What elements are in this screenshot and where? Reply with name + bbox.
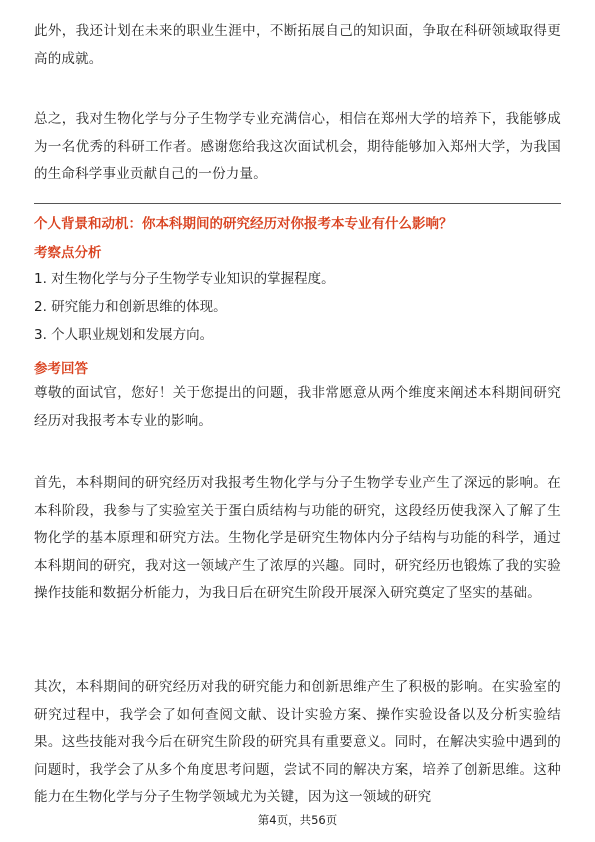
section-divider: [34, 203, 561, 204]
analysis-item-2: 2. 研究能力和创新思维的体现。: [34, 299, 227, 315]
analysis-heading: 考察点分析: [34, 245, 102, 261]
question-title: 个人背景和动机：你本科期间的研究经历对你报考本专业有什么影响？: [34, 216, 453, 232]
paragraph-conclusion: 总之，我对生物化学与分子生物学专业充满信心，相信在郑州大学的培养下，我能够成为一名优秀的科研工作者。感谢您给我这次面试机会，期待能够加入郑州大学，为我国的生命科学事业贡献自己的一份力量。: [34, 111, 561, 182]
page-number-footer: 第4页，共56页: [257, 813, 338, 827]
analysis-item-1: 1. 对生物化学与分子生物学专业知识的掌握程度。: [34, 271, 335, 287]
answer-paragraph-intro: 尊敬的面试官，您好！关于您提出的问题，我非常愿意从两个维度来阐述本科期间研究经历对我报考本专业的影响。: [34, 385, 561, 429]
analysis-item-3: 3. 个人职业规划和发展方向。: [34, 327, 214, 343]
answer-paragraph-second: 其次，本科期间的研究经历对我的研究能力和创新思维产生了积极的影响。在实验室的研究过程中，我学会了如何查阅文献、设计实验方案、操作实验设备以及分析实验结果。这些技能对我今后在研究生阶段的研究具有重要意义。同时，在解决实验中遇到的问题时，我学会了从多个角度思考问题，尝试不同的解决方案，培养了创新思维。这种能力在生物化学与分子生物学领域尤为关键，因为这一领域的研究: [34, 679, 561, 805]
answer-heading: 参考回答: [34, 361, 88, 377]
answer-paragraph-first: 首先，本科期间的研究经历对我报考生物化学与分子生物学专业产生了深远的影响。在本科阶段，我参与了实验室关于蛋白质结构与功能的研究，这段经历使我深入了解了生物化学的基本原理和研究方法。生物化学是研究生物体内分子结构与功能的科学，通过本科期间的研究，我对这一领域产生了浓厚的兴趣。同时，研究经历也锻炼了我的实验操作技能和数据分析能力，为我日后在研究生阶段开展深入研究奠定了坚实的基础。: [34, 475, 561, 601]
paragraph-career-plan: 此外，我还计划在未来的职业生涯中，不断拓展自己的知识面，争取在科研领域取得更高的成就。: [34, 23, 561, 67]
